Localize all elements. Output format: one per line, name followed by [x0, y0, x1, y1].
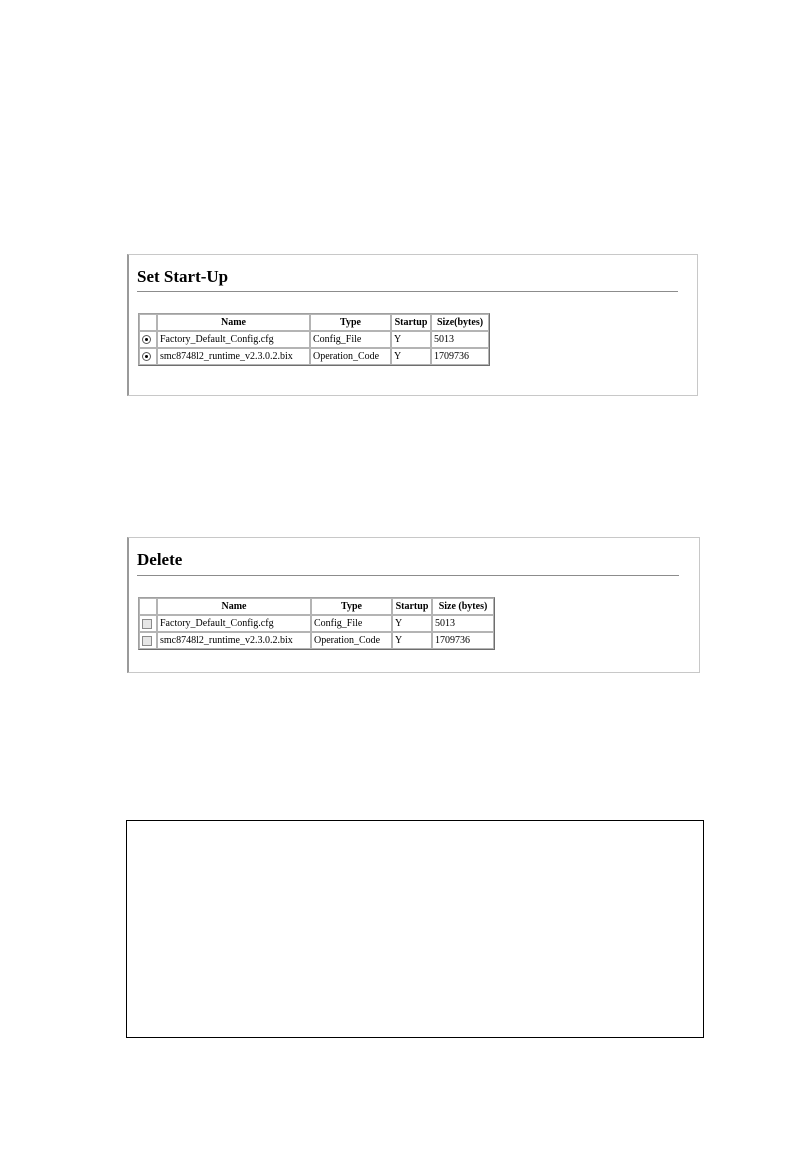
file-name-cell: smc8748l2_runtime_v2.3.0.2.bix [157, 632, 311, 649]
delete-checkbox[interactable] [142, 619, 152, 629]
name-column-header: Name [157, 598, 311, 615]
table-row [139, 331, 489, 348]
file-type-cell: Operation_Code [310, 348, 391, 365]
title-divider [137, 291, 678, 292]
file-startup-cell: Y [391, 331, 431, 348]
file-type-cell: Config_File [311, 615, 392, 632]
file-name-cell: Factory_Default_Config.cfg [157, 331, 310, 348]
startup-column-header: Startup [392, 598, 432, 615]
type-column-header: Type [310, 314, 391, 331]
delete-select-cell [139, 615, 157, 632]
file-startup-cell: Y [392, 632, 432, 649]
empty-content-box [126, 820, 704, 1038]
file-startup-cell: Y [392, 615, 432, 632]
file-size-cell: 1709736 [432, 632, 494, 649]
startup-files-table [138, 313, 490, 366]
startup-select-cell [139, 331, 157, 348]
delete-checkbox[interactable] [142, 636, 152, 646]
delete-select-cell [139, 632, 157, 649]
file-size-cell: 1709736 [431, 348, 489, 365]
set-startup-title: Set Start-Up [137, 267, 229, 286]
file-name-cell: Factory_Default_Config.cfg [157, 615, 311, 632]
file-type-cell: Operation_Code [311, 632, 392, 649]
type-column-header: Type [311, 598, 392, 615]
startup-select-cell [139, 348, 157, 365]
startup-radio-button[interactable] [142, 352, 151, 361]
select-column-header [139, 598, 157, 615]
delete-title: Delete [137, 550, 183, 569]
table-header-row [139, 314, 489, 331]
size-column-header: Size(bytes) [431, 314, 489, 331]
file-startup-cell: Y [391, 348, 431, 365]
table-row [139, 615, 494, 632]
name-column-header: Name [157, 314, 310, 331]
set-startup-panel [127, 254, 698, 396]
delete-files-table [138, 597, 495, 650]
table-header-row [139, 598, 494, 615]
select-column-header [139, 314, 157, 331]
file-size-cell: 5013 [431, 331, 489, 348]
file-size-cell: 5013 [432, 615, 494, 632]
file-name-cell: smc8748l2_runtime_v2.3.0.2.bix [157, 348, 310, 365]
size-column-header: Size (bytes) [432, 598, 494, 615]
startup-radio-button[interactable] [142, 335, 151, 344]
startup-column-header: Startup [391, 314, 431, 331]
title-divider [137, 575, 679, 576]
file-type-cell: Config_File [310, 331, 391, 348]
table-row [139, 348, 489, 365]
table-row [139, 632, 494, 649]
delete-panel [127, 537, 700, 673]
